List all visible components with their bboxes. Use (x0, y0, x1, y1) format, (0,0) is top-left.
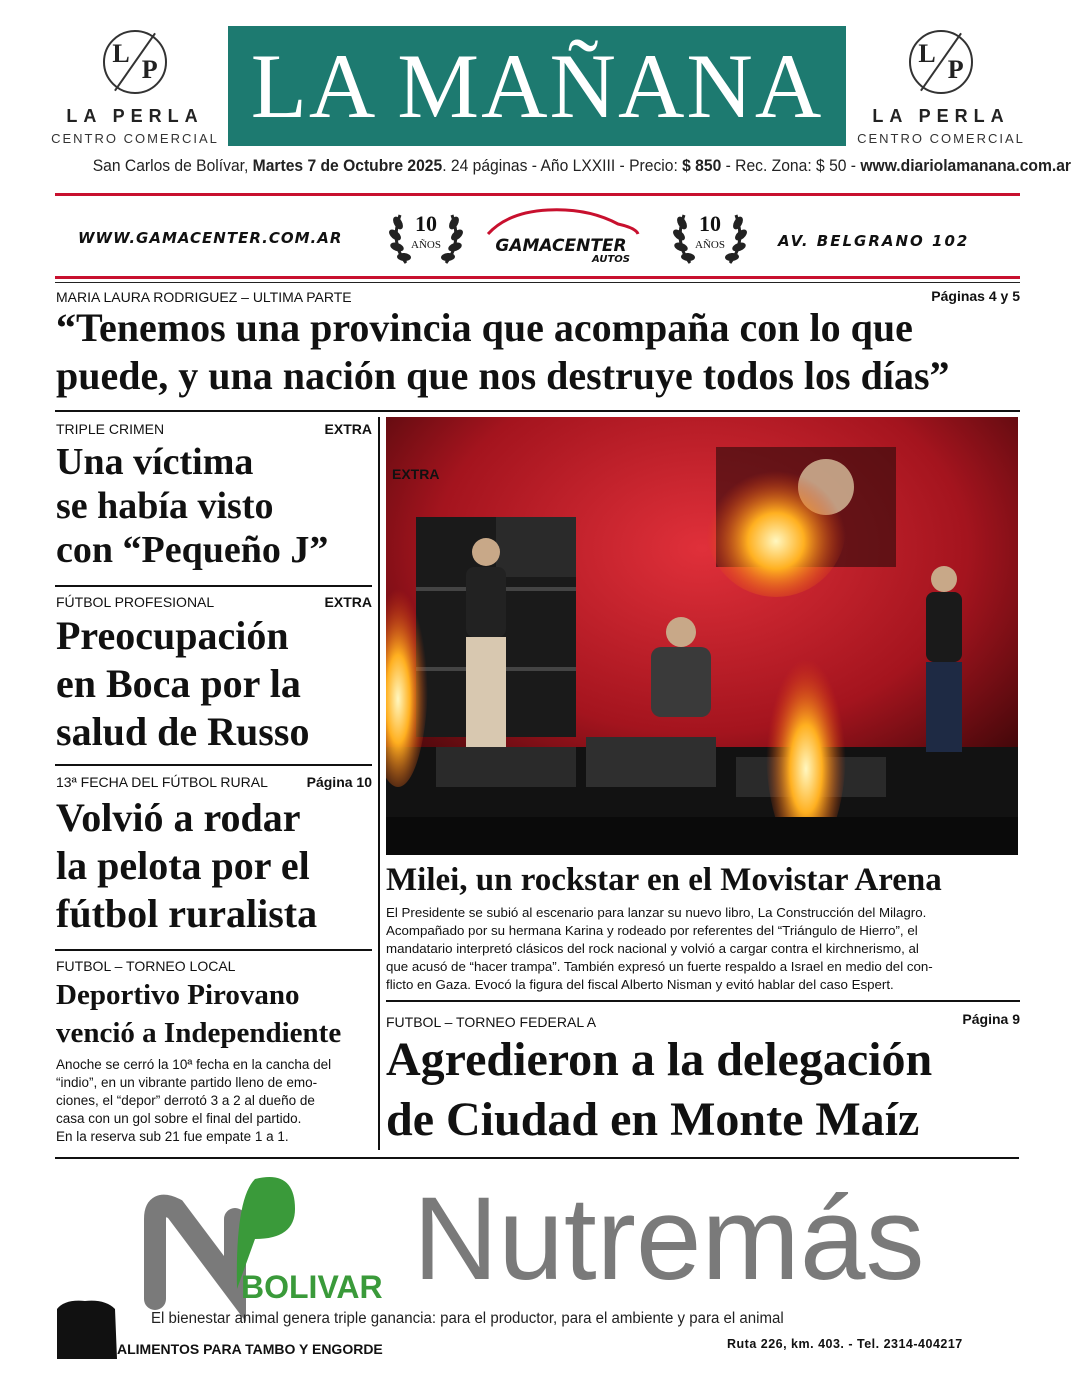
federal-headline[interactable] (386, 1030, 932, 1150)
masthead: LA MAÑANA (228, 26, 846, 146)
federal-line-1: Agredieron a la delegación (386, 1033, 933, 1086)
la-perla-logo-icon: L P (103, 30, 167, 94)
lead-pages: Páginas 4 y 5 (931, 288, 1020, 304)
story2-line-2: en Boca por la (56, 661, 301, 706)
nutremas-ad[interactable] (55, 1157, 1019, 1359)
nutremas-brand: Nutremás (413, 1173, 925, 1305)
left-logo (50, 30, 220, 146)
story4-body-line-5: En la reserva sub 21 fue empate 1 a 1. (56, 1129, 289, 1144)
photo-story-rule (386, 1000, 1020, 1002)
story1-kicker: TRIPLE CRIMEN (56, 421, 165, 437)
story2-line-3: salud de Russo (56, 709, 310, 754)
la-perla-logo-icon: L P (909, 30, 973, 94)
concert-stage-image (386, 417, 1018, 855)
lead-bottom-rule (55, 410, 1020, 412)
photo-body-line-4: que acusó de “hacer trampa”. También expresó un fuerte respaldo a Israel en medio del con- (386, 959, 933, 974)
story4-body (56, 1056, 374, 1146)
right-logo (856, 30, 1026, 146)
gamacenter-brand: GAMACENTER (495, 236, 627, 256)
story1-headline[interactable] (56, 440, 328, 572)
story2-tag: EXTRA (324, 594, 372, 610)
gamacenter-address: AV. BELGRANO 102 (778, 232, 970, 250)
dateline-date: Martes 7 de Octubre 2025 (252, 156, 443, 175)
photo-headline[interactable]: Milei, un rockstar en el Movistar Arena (386, 862, 942, 898)
story4-body-line-1: Anoche se cerró la 10ª fecha en la cancha del (56, 1057, 332, 1072)
dateline-city: San Carlos de Bolívar, (92, 156, 253, 175)
gamacenter-url[interactable]: WWW.GAMACENTER.COM.AR (78, 229, 343, 247)
story2-rule (55, 764, 372, 766)
federal-kicker: FUTBOL – TORNEO FEDERAL A (386, 1014, 597, 1030)
story2-kicker: FÚTBOL PROFESIONAL (56, 594, 215, 610)
story3-line-2: la pelota por el (56, 843, 310, 888)
story4-line-1: Deportivo Pirovano (56, 979, 300, 1011)
photo-body-line-2: Acompañado por su hermana Karina y rodeado por referentes del “Triángulo de Hierro”, el (386, 923, 918, 938)
story1-rule (55, 585, 372, 587)
story1-tag: EXTRA (324, 421, 372, 437)
right-logo-name: LA PERLA (872, 106, 1010, 126)
story2-line-1: Preocupación (56, 613, 289, 658)
anniversary-badge-right (670, 203, 750, 273)
right-logo-sub: CENTRO COMERCIAL (857, 131, 1025, 146)
story1-line-3: con “Pequeño J” (56, 529, 329, 571)
story4-body-line-4: casa con un gol sobre el final del partido. (56, 1111, 302, 1126)
nutremas-contact: Ruta 226, km. 403. - Tel. 2314-404217 (727, 1337, 963, 1351)
nutremas-product: ALIMENTOS PARA TAMBO Y ENGORDE (117, 1341, 383, 1357)
column-divider (378, 417, 380, 1150)
ad-strip-red-rule (55, 276, 1020, 279)
lead-headline-line-1[interactable]: “Tenemos una provincia que acompaña con lo que (56, 305, 913, 350)
photo-body-line-5: flicto en Gaza. Evocó la figura del fiscal Alberto Nisman y evitó hablar del caso Espert. (386, 977, 894, 992)
gamacenter-brand-sub: AUTOS (592, 254, 630, 265)
nutremas-bolivar: BOLIVAR (241, 1269, 383, 1305)
photo-tag: EXTRA (392, 466, 440, 482)
story3-line-3: fútbol ruralista (56, 891, 318, 936)
story4-body-line-2: “indio”, en un vibrante partido lleno de emo- (56, 1075, 318, 1090)
left-logo-name: LA PERLA (66, 106, 204, 126)
gamacenter-logo (478, 204, 644, 270)
dateline (92, 156, 1072, 176)
ad-strip-black-rule (55, 282, 1020, 283)
federal-tag: Página 9 (962, 1011, 1020, 1027)
photo-body-line-1: El Presidente se subió al escenario para lanzar su nuevo libro, La Construcción del Milagro. (386, 905, 927, 920)
federal-line-2: de Ciudad en Monte Maíz (386, 1093, 920, 1146)
story3-line-1: Volvió a rodar (56, 795, 301, 840)
dateline-pages: . 24 páginas - Año LXXIII - Precio: (442, 156, 683, 175)
anniversary-badge-left (386, 203, 466, 273)
story3-headline[interactable] (56, 794, 317, 938)
badge-number-left: 10 (415, 211, 437, 236)
photo-body (386, 904, 1020, 994)
badge-label-right: AÑOS (695, 239, 725, 251)
lead-headline-line-2[interactable]: puede, y una nación que nos destruye todos los días” (56, 353, 950, 398)
story4-body-line-3: ciones, el “depor” derrotó 3 a 2 al dueño de (56, 1093, 315, 1108)
lead-kicker: MARIA LAURA RODRIGUEZ – ULTIMA PARTE (56, 289, 352, 305)
story3-kicker: 13ª FECHA DEL FÚTBOL RURAL (56, 774, 268, 790)
photo-body-line-3: mandatario interpretó clásicos del rock nacional y volvió a cargar contra el kirchnerismo, al (386, 941, 919, 956)
badge-number-right: 10 (699, 211, 721, 236)
story1-line-1: Una víctima (56, 441, 254, 483)
dateline-price: $ 850 (682, 156, 722, 175)
story4-headline[interactable] (56, 976, 341, 1052)
story1-line-2: se había visto (56, 485, 274, 527)
story3-rule (55, 949, 372, 951)
story3-tag: Página 10 (306, 774, 372, 790)
concert-photo[interactable] (386, 417, 1018, 855)
header-red-rule (55, 193, 1020, 196)
badge-label-left: AÑOS (411, 239, 441, 251)
dateline-url[interactable]: www.diariolamanana.com.ar (860, 156, 1072, 175)
story4-line-2: venció a Independiente (56, 1017, 342, 1049)
dateline-rec: - Rec. Zona: $ 50 - (721, 156, 861, 175)
car-silhouette-icon (478, 206, 644, 236)
nutremas-tagline: El bienestar animal genera triple ganancia: para el productor, para el ambiente y para el animal (151, 1310, 784, 1327)
story4-kicker: FUTBOL – TORNEO LOCAL (56, 958, 236, 974)
story2-headline[interactable] (56, 612, 309, 756)
left-logo-sub: CENTRO COMERCIAL (51, 131, 219, 146)
